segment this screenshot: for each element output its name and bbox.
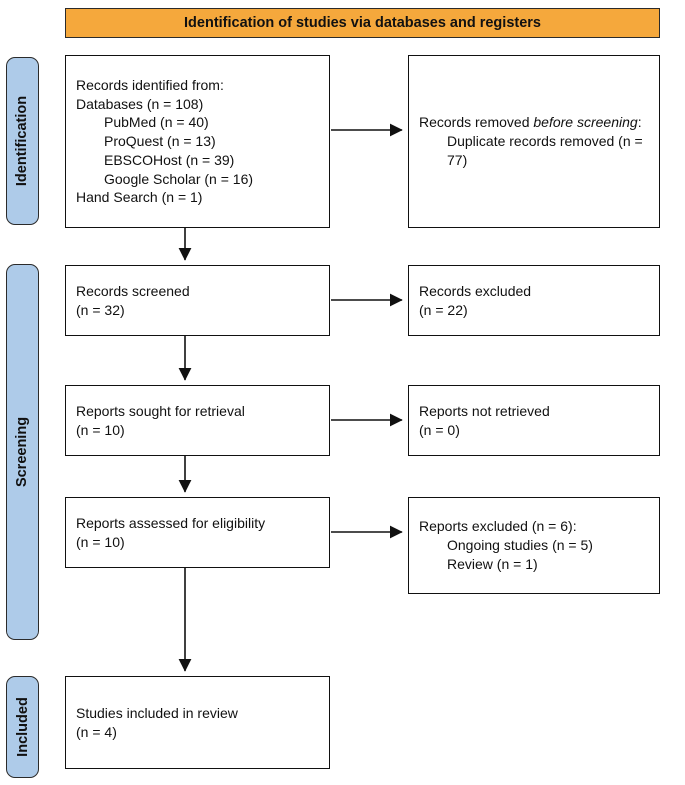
line: (n = 22): [419, 301, 468, 318]
stage-included-label: Included: [14, 697, 31, 757]
line: Duplicate records removed (n = 77): [447, 133, 643, 168]
box-reports-excluded: [408, 497, 660, 594]
line: Records identified from:: [76, 76, 224, 93]
line: Reports not retrieved: [419, 402, 550, 419]
records-removed-prefix: Records removed: [419, 114, 534, 131]
box-records-removed: [408, 55, 660, 228]
line: Reports assessed for eligibility: [76, 514, 266, 531]
line: (n = 10): [76, 533, 125, 550]
line: Reports excluded (n = 6):: [419, 518, 577, 535]
stage-included: [6, 676, 39, 778]
line: Ongoing studies (n = 5): [447, 537, 593, 554]
line: Hand Search (n = 1): [76, 189, 203, 206]
box-records-screened: [65, 265, 330, 336]
box-reports-sought: [65, 385, 330, 456]
line: [419, 113, 649, 132]
line: EBSCOHost (n = 39): [104, 151, 235, 168]
line: PubMed (n = 40): [104, 114, 209, 131]
box-records-excluded: [408, 265, 660, 336]
records-removed-suffix: :: [637, 114, 642, 131]
records-removed-italic: before screening: [533, 114, 638, 131]
line: Reports sought for retrieval: [76, 402, 245, 419]
line: Databases (n = 108): [76, 95, 204, 112]
banner-title: [65, 8, 660, 38]
line: Records screened: [76, 282, 190, 299]
line: ProQuest (n = 13): [104, 133, 216, 150]
stage-screening-label: Screening: [14, 416, 31, 488]
line: (n = 0): [419, 421, 460, 438]
box-records-identified: [65, 55, 330, 228]
line: (n = 32): [76, 301, 125, 318]
box-studies-included: [65, 676, 330, 769]
line: Studies included in review: [76, 704, 238, 721]
box-reports-assessed: [65, 497, 330, 568]
line: (n = 4): [76, 723, 117, 740]
line: (n = 10): [76, 421, 125, 438]
stage-identification-label: Identification: [14, 95, 31, 187]
line: Google Scholar (n = 16): [104, 170, 254, 187]
box-reports-not-retrieved: [408, 385, 660, 456]
line: Review (n = 1): [447, 555, 538, 572]
stage-screening: [6, 264, 39, 640]
line: Records excluded: [419, 282, 532, 299]
banner-title-text: Identification of studies via databases and registers: [184, 15, 541, 31]
stage-identification: [6, 57, 39, 225]
